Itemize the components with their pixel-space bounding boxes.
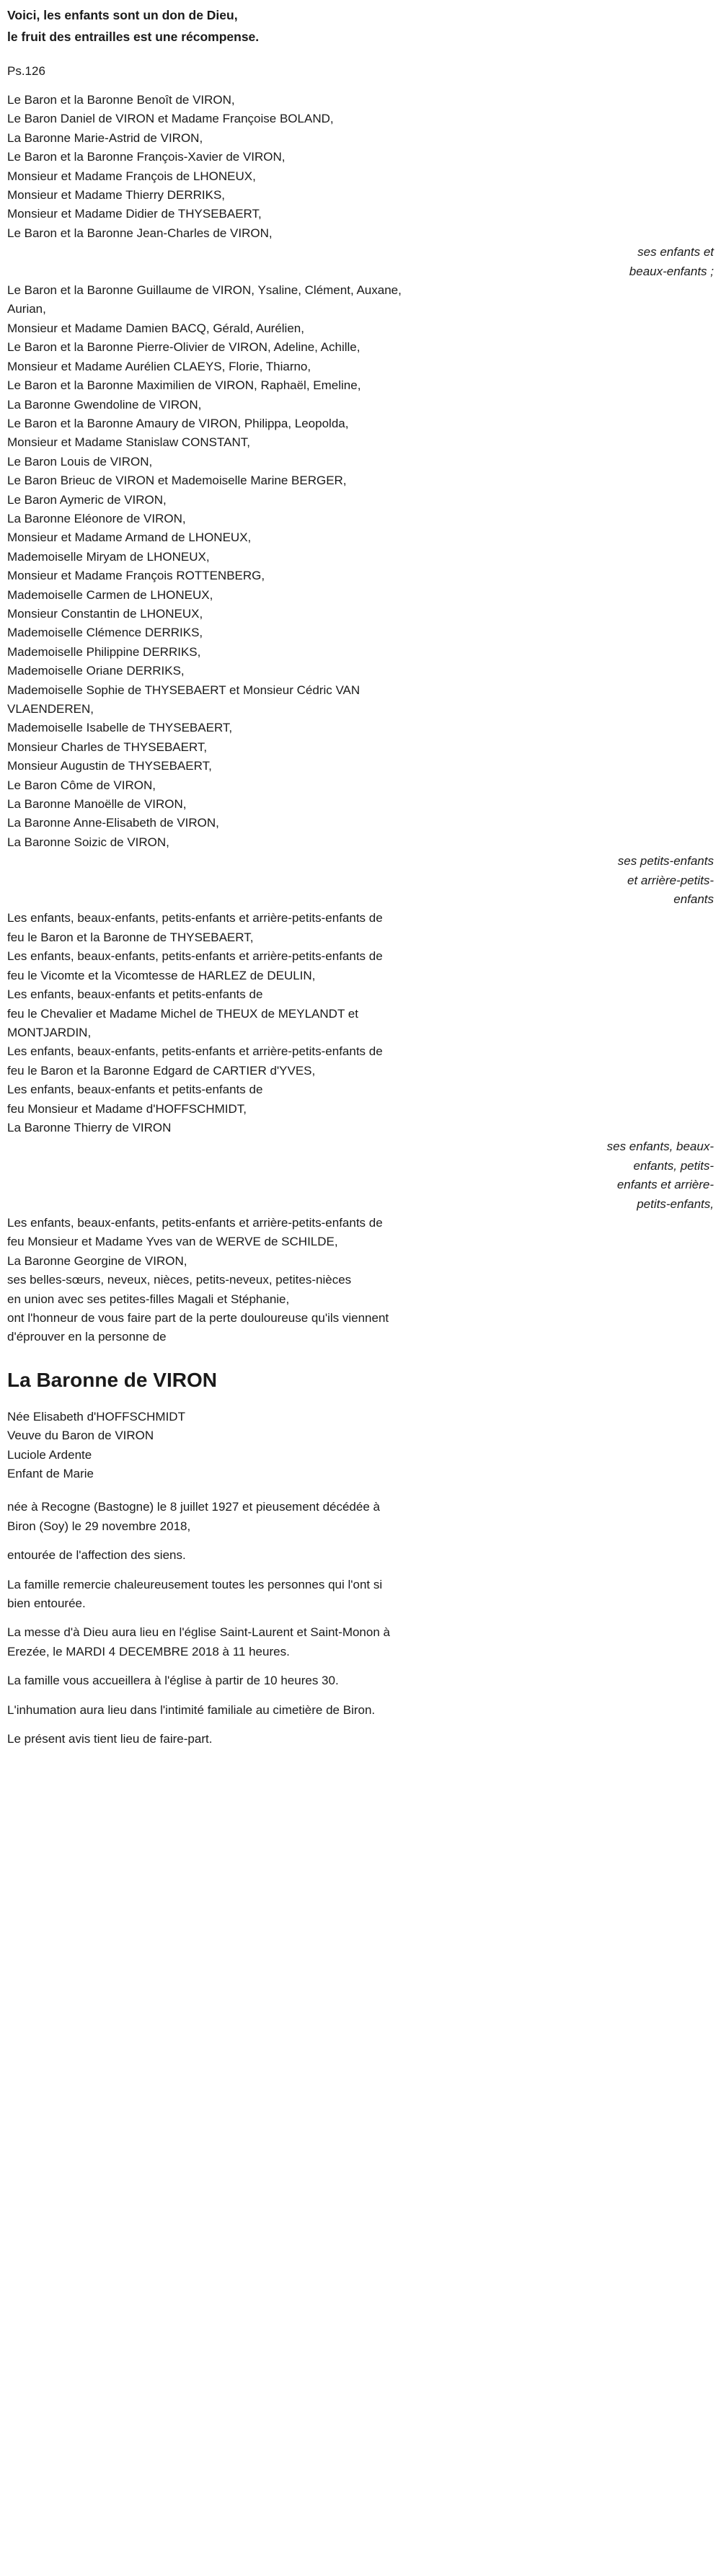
mass-line: Erezée, le MARDI 4 DECEMBRE 2018 à 11 heures.	[7, 1644, 290, 1658]
family-line: Monsieur et Madame Stanislaw CONSTANT,	[7, 435, 250, 450]
family-line: Le Baron Aymeric de VIRON,	[7, 492, 167, 507]
family-line: Monsieur et Madame François ROTTENBERG,	[7, 569, 265, 583]
spacer	[7, 48, 714, 62]
family-line: Mademoiselle Miryam de LHONEUX,	[7, 549, 210, 564]
relation-line: beaux-enfants ;	[629, 264, 714, 278]
family-line: Le Baron et la Baronne Jean-Charles de VIRON,	[7, 226, 273, 240]
family-line: Les enfants, beaux-enfants, petits-enfants et arrière-petits-enfants de	[7, 911, 383, 925]
family-line: MONTJARDIN,	[7, 1025, 92, 1039]
family-line: Le Baron et la Baronne Pierre-Olivier de VIRON, Adeline, Achille,	[7, 340, 360, 355]
family-line: feu le Vicomte et la Vicomtesse de HARLEZ de DEULIN,	[7, 968, 316, 982]
spacer	[7, 1536, 714, 1546]
family-line: Monsieur et Madame Thierry DERRIKS,	[7, 188, 226, 203]
family-line: La Baronne Soizic de VIRON,	[7, 835, 169, 849]
detail-line: Luciole Ardente	[7, 1447, 92, 1462]
family-line: Le Baron Louis de VIRON,	[7, 454, 153, 468]
notice-info	[7, 1730, 714, 1749]
family-line: Mademoiselle Isabelle de THYSEBAERT,	[7, 721, 233, 735]
family-group-2	[7, 281, 714, 852]
relation-line: ses enfants, beaux-	[606, 1140, 714, 1154]
family-line: La Baronne Marie-Astrid de VIRON,	[7, 130, 203, 145]
family-line: ses belles-sœurs, neveux, nièces, petits-neveux, petites-nièces	[7, 1273, 352, 1287]
verse-line-1: Voici, les enfants sont un don de Dieu,	[7, 8, 238, 22]
relation-line: ses enfants et	[637, 245, 714, 259]
spacer	[7, 1347, 714, 1367]
notice-line: Le présent avis tient lieu de faire-part.	[7, 1732, 213, 1746]
relation-label-3	[7, 1137, 714, 1214]
family-line: feu Monsieur et Madame d'HOFFSCHMIDT,	[7, 1101, 247, 1116]
family-line: Monsieur Constantin de LHONEUX,	[7, 606, 203, 621]
family-line: Monsieur et Madame Didier de THYSEBAERT,	[7, 207, 262, 221]
relation-label-2	[7, 852, 714, 909]
family-group-3	[7, 909, 714, 1137]
relation-line: et arrière-petits-	[627, 873, 714, 887]
relation-line: ses petits-enfants	[617, 854, 714, 869]
family-line: La Baronne Gwendoline de VIRON,	[7, 397, 202, 412]
family-line: Le Baron Brieuc de VIRON et Mademoiselle Marine BERGER,	[7, 474, 347, 488]
family-line: VLAENDEREN,	[7, 702, 94, 716]
family-line: Monsieur et Madame Damien BACQ, Gérald, Aurélien,	[7, 321, 304, 335]
spacer	[7, 1393, 714, 1408]
spacer	[7, 1661, 714, 1671]
family-line: Les enfants, beaux-enfants, petits-enfants et arrière-petits-enfants de	[7, 1215, 383, 1230]
detail-line: Enfant de Marie	[7, 1467, 94, 1481]
relation-line: enfants	[673, 892, 714, 907]
family-line: Monsieur et Madame Armand de LHONEUX,	[7, 530, 252, 545]
family-line: feu Monsieur et Madame Yves van de WERVE de SCHILDE,	[7, 1235, 338, 1249]
affection-line: entourée de l'affection des siens.	[7, 1548, 186, 1563]
family-line: Le Baron et la Baronne François-Xavier de VIRON,	[7, 150, 286, 164]
spacer	[7, 1691, 714, 1701]
family-line: Mademoiselle Carmen de LHONEUX,	[7, 587, 213, 602]
family-line: Les enfants, beaux-enfants et petits-enfants de	[7, 987, 263, 1002]
birth-death-line: née à Recogne (Bastogne) le 8 juillet 1927 et pieusement décédée à	[7, 1500, 380, 1514]
family-line: Monsieur et Madame François de LHONEUX,	[7, 169, 256, 183]
family-line: en union avec ses petites-filles Magali et Stéphanie,	[7, 1292, 290, 1306]
verse-line-2: le fruit des entrailles est une récompense.	[7, 30, 260, 44]
spacer	[7, 81, 714, 91]
family-line: Le Baron et la Baronne Benoît de VIRON,	[7, 93, 235, 107]
family-line: Mademoiselle Clémence DERRIKS,	[7, 626, 203, 640]
detail-line: Veuve du Baron de VIRON	[7, 1429, 154, 1443]
thanks-note	[7, 1576, 714, 1614]
deceased-name: La Baronne de VIRON	[7, 1368, 217, 1391]
thanks-line: La famille remercie chaleureusement toutes les personnes qui l'ont si	[7, 1577, 383, 1591]
relation-label-1	[7, 243, 714, 281]
family-line: feu le Chevalier et Madame Michel de THEUX de MEYLANDT et	[7, 1006, 358, 1021]
spacer	[7, 1720, 714, 1730]
relation-line: enfants, petits-	[633, 1158, 714, 1173]
family-group-4	[7, 1214, 714, 1347]
family-line: d'éprouver en la personne de	[7, 1330, 167, 1344]
relation-line: enfants et arrière-	[616, 1178, 714, 1192]
affection-note	[7, 1546, 714, 1565]
relation-line: petits-enfants,	[637, 1196, 714, 1211]
detail-line: Née Elisabeth d'HOFFSCHMIDT	[7, 1409, 185, 1424]
family-line: Le Baron et la Baronne Guillaume de VIRON, Ysaline, Clément, Auxane,	[7, 283, 402, 298]
welcome-info	[7, 1671, 714, 1690]
family-line: Mademoiselle Philippine DERRIKS,	[7, 644, 201, 659]
birth-death-line: Biron (Soy) le 29 novembre 2018,	[7, 1519, 191, 1533]
family-line: Monsieur Augustin de THYSEBAERT,	[7, 759, 212, 773]
family-line: Le Baron et la Baronne Maximilien de VIRON, Raphaël, Emeline,	[7, 378, 361, 393]
family-line: La Baronne Manoëlle de VIRON,	[7, 797, 187, 812]
scripture-reference: Ps.126	[7, 64, 45, 78]
welcome-line: La famille vous accueillera à l'église à partir de 10 heures 30.	[7, 1674, 339, 1688]
family-line: Le Baron Daniel de VIRON et Madame Françoise BOLAND,	[7, 112, 334, 126]
mass-line: La messe d'à Dieu aura lieu en l'église Saint-Laurent et Saint-Monon à	[7, 1625, 390, 1640]
family-group-1	[7, 91, 714, 243]
family-line: La Baronne Georgine de VIRON,	[7, 1253, 187, 1268]
family-line: Les enfants, beaux-enfants, petits-enfants et arrière-petits-enfants de	[7, 1044, 383, 1059]
spacer	[7, 1565, 714, 1576]
family-line: Les enfants, beaux-enfants et petits-enfants de	[7, 1083, 263, 1097]
family-line: La Baronne Thierry de VIRON	[7, 1120, 172, 1134]
family-line: Mademoiselle Sophie de THYSEBAERT et Monsieur Cédric VAN	[7, 683, 360, 697]
birth-death-info	[7, 1498, 714, 1536]
deceased-details	[7, 1408, 714, 1484]
family-line: Aurian,	[7, 302, 46, 316]
family-line: Les enfants, beaux-enfants, petits-enfants et arrière-petits-enfants de	[7, 949, 383, 964]
family-line: Le Baron Côme de VIRON,	[7, 778, 156, 792]
spacer	[7, 1483, 714, 1498]
family-line: Le Baron et la Baronne Amaury de VIRON, Philippa, Leopolda,	[7, 416, 349, 430]
burial-info	[7, 1701, 714, 1720]
family-line: La Baronne Anne-Elisabeth de VIRON,	[7, 816, 219, 830]
family-line: La Baronne Eléonore de VIRON,	[7, 511, 186, 525]
family-line: Monsieur Charles de THYSEBAERT,	[7, 740, 208, 754]
spacer	[7, 1613, 714, 1623]
mass-info	[7, 1623, 714, 1661]
family-line: feu le Baron et la Baronne de THYSEBAERT,	[7, 930, 254, 944]
family-line: feu le Baron et la Baronne Edgard de CARTIER d'YVES,	[7, 1063, 316, 1078]
family-line: ont l'honneur de vous faire part de la perte douloureuse qu'ils viennent	[7, 1311, 389, 1325]
burial-line: L'inhumation aura lieu dans l'intimité familiale au cimetière de Biron.	[7, 1702, 376, 1717]
verse-block	[7, 4, 714, 48]
family-line: Mademoiselle Oriane DERRIKS,	[7, 664, 185, 678]
thanks-line: bien entourée.	[7, 1596, 86, 1611]
family-line: Monsieur et Madame Aurélien CLAEYS, Florie, Thiarno,	[7, 359, 311, 373]
